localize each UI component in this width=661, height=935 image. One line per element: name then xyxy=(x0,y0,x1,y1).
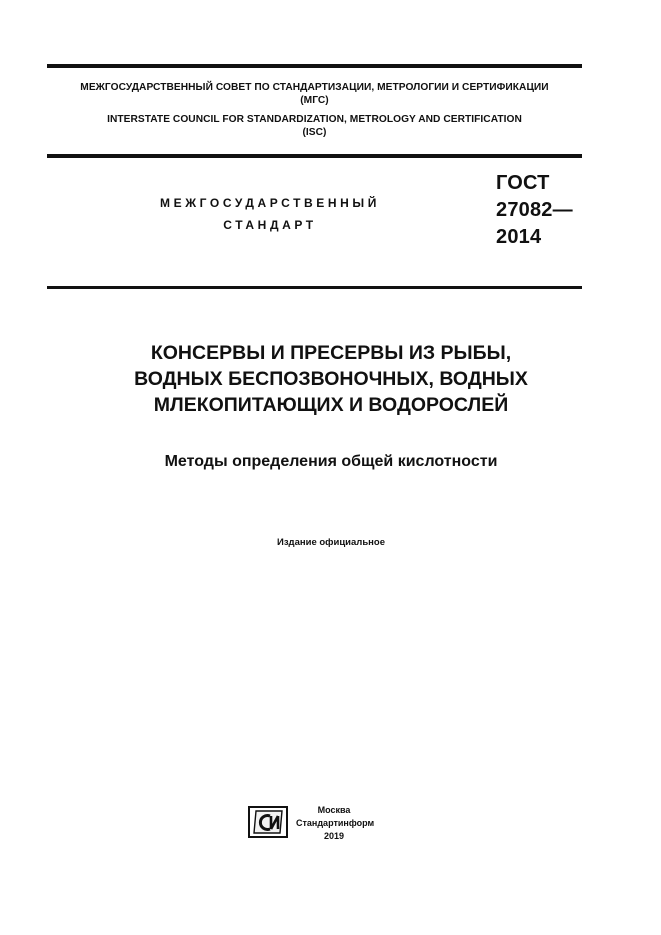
standard-type-line2: СТАНДАРТ xyxy=(223,218,317,232)
title-line1: КОНСЕРВЫ И ПРЕСЕРВЫ ИЗ РЫБЫ, xyxy=(150,342,512,364)
imprint-publisher: Стандартинформ xyxy=(296,818,375,828)
standartinform-logo-icon xyxy=(248,805,288,839)
designation-year: 2014 xyxy=(496,226,542,248)
header-divider-rule xyxy=(47,154,582,158)
council-name-en-line1: INTERSTATE COUNCIL FOR STANDARDIZATION, METROLOGY AND CERTIFICATION xyxy=(107,114,522,125)
standard-type-line1: МЕЖГОСУДАРСТВЕННЫЙ xyxy=(160,196,380,210)
publisher-imprint xyxy=(296,804,375,843)
top-rule xyxy=(47,64,582,68)
standard-designation xyxy=(496,170,573,251)
document-title xyxy=(47,340,615,418)
council-abbrev-en: (ISC) xyxy=(302,127,327,138)
council-name-ru-line1: МЕЖГОСУДАРСТВЕННЫЙ СОВЕТ ПО СТАНДАРТИЗАЦИИ, МЕТРОЛОГИИ И СЕРТИФИКАЦИИ xyxy=(80,82,549,93)
title-line3: МЛЕКОПИТАЮЩИХ И ВОДОРОСЛЕЙ xyxy=(153,394,509,416)
designation-prefix: ГОСТ xyxy=(496,172,550,194)
imprint-city: Москва xyxy=(317,805,351,815)
council-abbrev-ru: (МГС) xyxy=(300,95,329,106)
council-name-en xyxy=(47,113,582,139)
title-line2: ВОДНЫХ БЕСПОЗВОНОЧНЫХ, ВОДНЫХ xyxy=(134,368,528,390)
council-name-ru xyxy=(47,81,582,107)
designation-number: 27082— xyxy=(496,199,573,221)
imprint-year: 2019 xyxy=(323,831,345,841)
document-subtitle: Методы определения общей кислотности xyxy=(164,453,498,470)
standard-type xyxy=(130,192,410,236)
edition-note: Издание официальное xyxy=(277,537,385,548)
designation-divider-rule xyxy=(47,286,582,289)
